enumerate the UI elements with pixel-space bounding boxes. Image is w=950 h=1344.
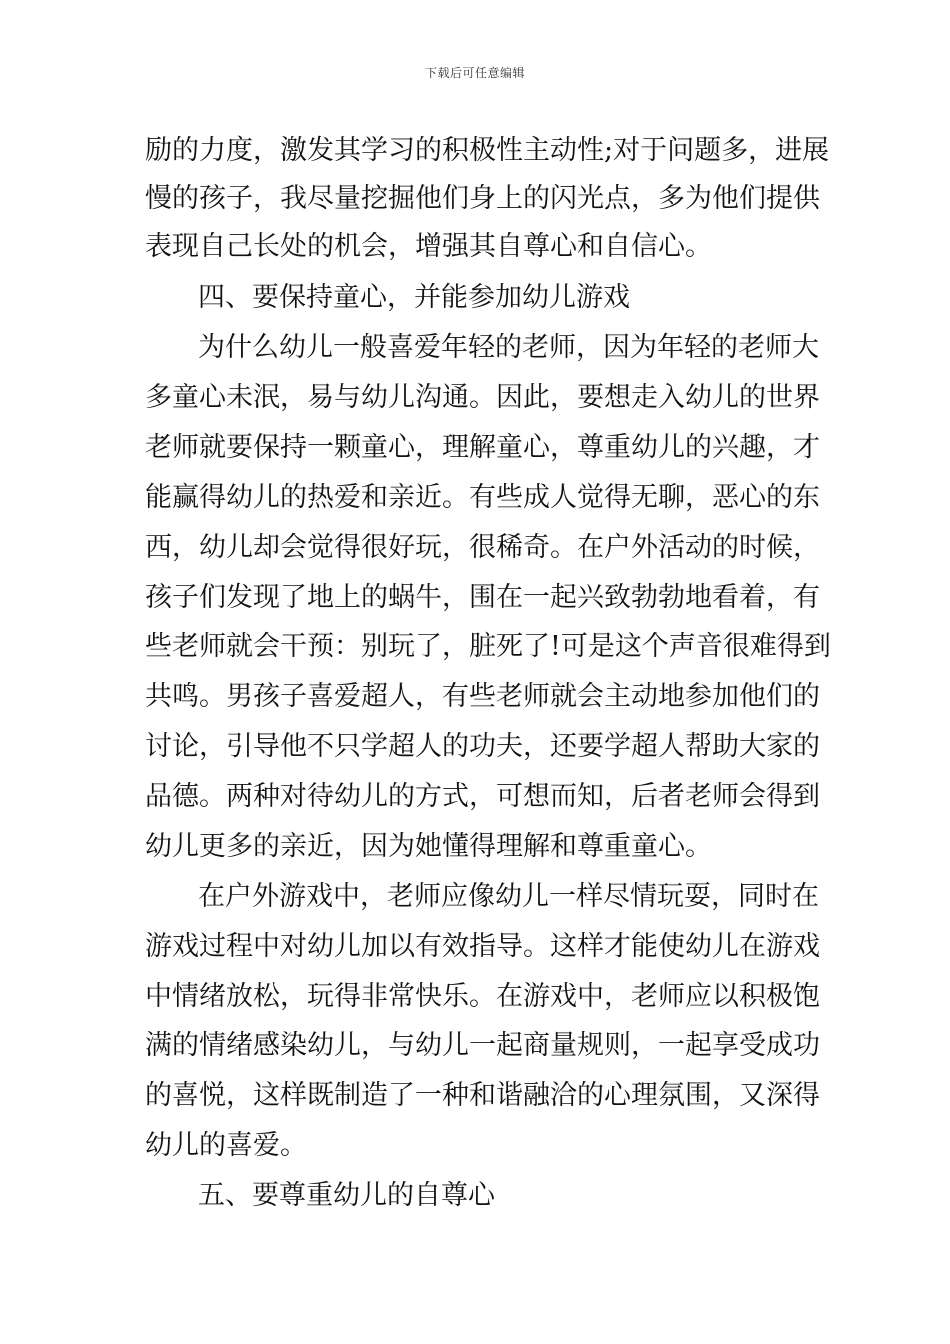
section-heading: 四、要保持童心，并能参加幼儿游戏 — [198, 282, 630, 313]
text-line: 中情绪放松，玩得非常快乐。在游戏中，老师应以积极饱 — [145, 981, 820, 1012]
text-line: 的喜悦，这样既制造了一种和谐融洽的心理氛围，又深得 — [145, 1080, 820, 1111]
text-line: 为什么幼儿一般喜爱年轻的老师，因为年轻的老师大 — [198, 332, 819, 363]
text-line: 慢的孩子，我尽量挖掘他们身上的闪光点，多为他们提供 — [145, 183, 820, 214]
text-line: 表现自己长处的机会，增强其自尊心和自信心。 — [145, 231, 712, 262]
text-line: 满的情绪感染幼儿，与幼儿一起商量规则，一起享受成功 — [145, 1030, 820, 1061]
text-line: 能赢得幼儿的热爱和亲近。有些成人觉得无聊，恶心的东 — [145, 482, 820, 513]
page-header: 下载后可任意编辑 — [424, 66, 525, 80]
text-line: 品德。两种对待幼儿的方式，可想而知，后者老师会得到 — [145, 781, 820, 812]
text-line: 共鸣。男孩子喜爱超人，有些老师就会主动地参加他们的 — [145, 681, 820, 712]
text-line: 孩子们发现了地上的蜗牛，围在一起兴致勃勃地看着，有 — [145, 582, 820, 613]
text-line: 幼儿的喜爱。 — [145, 1130, 307, 1161]
text-line: 西，幼儿却会觉得很好玩，很稀奇。在户外活动的时候， — [145, 532, 820, 563]
text-line: 多童心未泯，易与幼儿沟通。因此，要想走入幼儿的世界 — [145, 382, 820, 413]
text-line: 老师就要保持一颗童心，理解童心，尊重幼儿的兴趣，才 — [145, 432, 820, 463]
text-line: 讨论，引导他不只学超人的功夫，还要学超人帮助大家的 — [145, 731, 820, 762]
text-line: 励的力度，激发其学习的积极性主动性;对于问题多，进展 — [145, 135, 830, 166]
section-heading: 五、要尊重幼儿的自尊心 — [198, 1180, 495, 1211]
text-line: 幼儿更多的亲近，因为她懂得理解和尊重童心。 — [145, 831, 712, 862]
text-line: 在户外游戏中，老师应像幼儿一样尽情玩耍，同时在 — [198, 881, 819, 912]
text-line: 游戏过程中对幼儿加以有效指导。这样才能使幼儿在游戏 — [145, 931, 820, 962]
text-line: 些老师就会干预：别玩了，脏死了!可是这个声音很难得到 — [145, 631, 831, 662]
